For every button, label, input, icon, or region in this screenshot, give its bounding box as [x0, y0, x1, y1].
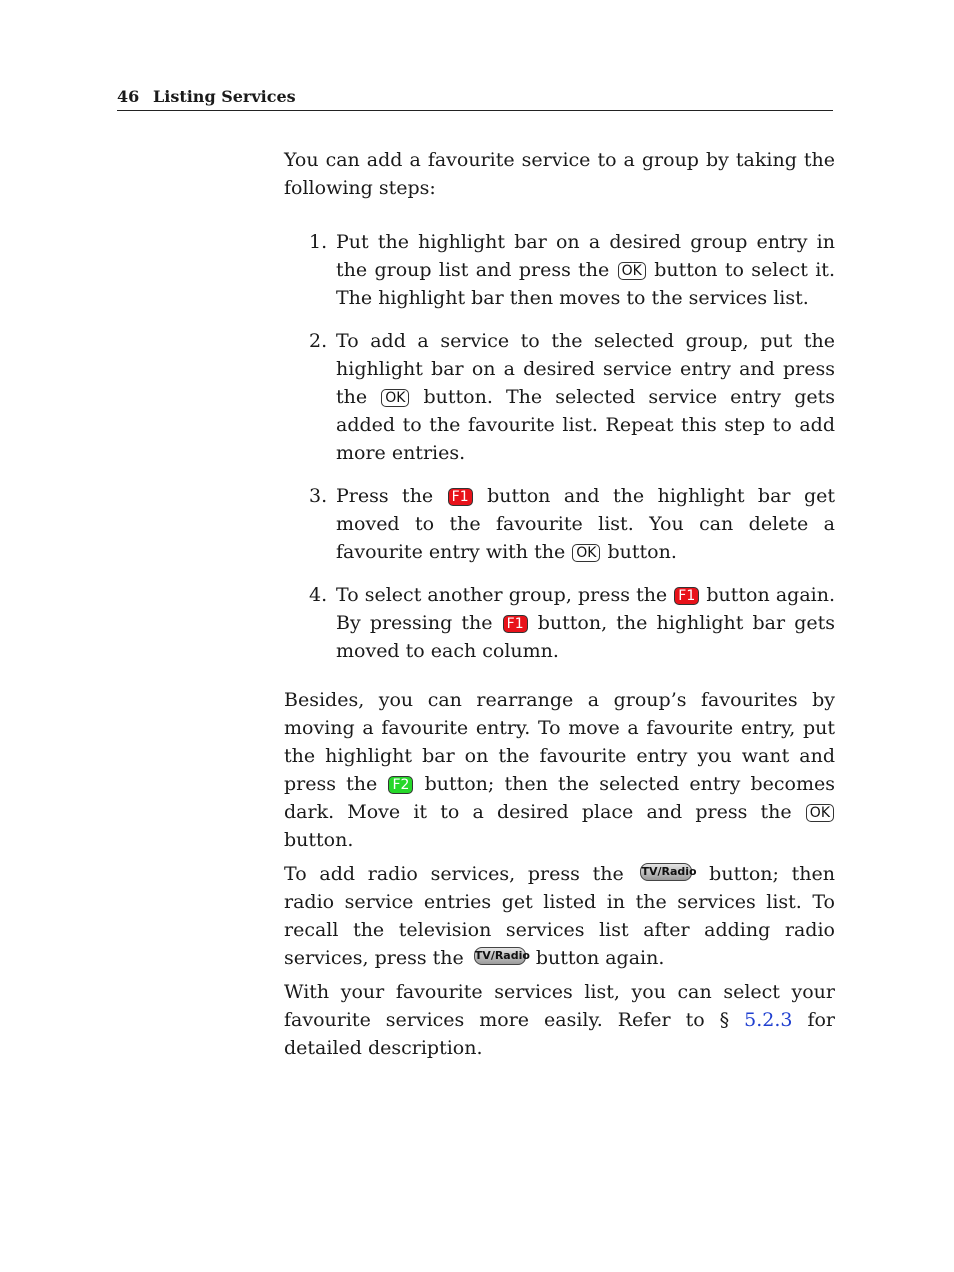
list-item: 3. Press the F1 button and the highlight bar get moved to the favourite list. You can delete a favourite entry with the OK button.	[309, 485, 835, 563]
page-number: 46	[117, 87, 140, 106]
tv-radio-key-icon: TV/Radio	[640, 863, 692, 881]
section-link[interactable]: 5.2.3	[744, 1009, 793, 1031]
intro-paragraph: You can add a favourite service to a group by taking the following steps:	[284, 149, 835, 199]
ok-key-icon: OK	[381, 389, 409, 407]
list-item: 2. To add a service to the selected group, put the highlight bar on a desired service entry and press the OK button. The selected service entry gets added to the favourite list. Repeat this step to add more entries.	[309, 330, 835, 464]
list-item: 4. To select another group, press the F1 button again. By pressing the F1 button, the highlight bar gets moved to each column.	[309, 584, 835, 662]
running-header	[117, 86, 833, 111]
ok-key-icon: OK	[618, 262, 646, 280]
list-item: 1. Put the highlight bar on a desired group entry in the group list and press the OK button to select it. The highlight bar then moves to the services list.	[309, 231, 835, 309]
steps-list	[284, 228, 835, 665]
f1-key-icon: F1	[674, 587, 699, 605]
radio-paragraph: To add radio services, press the TV/Radio button; then radio service entries get listed in the services list. To recall the television services list after adding radio services, press the TV/Radio button again.	[284, 863, 836, 969]
tv-radio-key-icon: TV/Radio	[474, 947, 526, 965]
f1-key-icon: F1	[448, 488, 473, 506]
section-title: Listing Services	[153, 87, 296, 106]
f2-key-icon: F2	[388, 776, 413, 794]
ok-key-icon: OK	[572, 544, 600, 562]
page-body	[284, 146, 835, 1062]
f1-key-icon: F1	[503, 615, 528, 633]
rearrange-paragraph: Besides, you can rearrange a group’s favourites by moving a favourite entry. To move a favourite entry, put the highlight bar on the favourite entry you want and press the F2 button; then the selected entry becomes dark. Move it to a desired place and press the OK button.	[284, 689, 836, 851]
ok-key-icon: OK	[806, 804, 834, 822]
favourites-paragraph: With your favourite services list, you can select your favourite services more easily. Refer to § 5.2.3 for detailed description.	[284, 981, 835, 1059]
